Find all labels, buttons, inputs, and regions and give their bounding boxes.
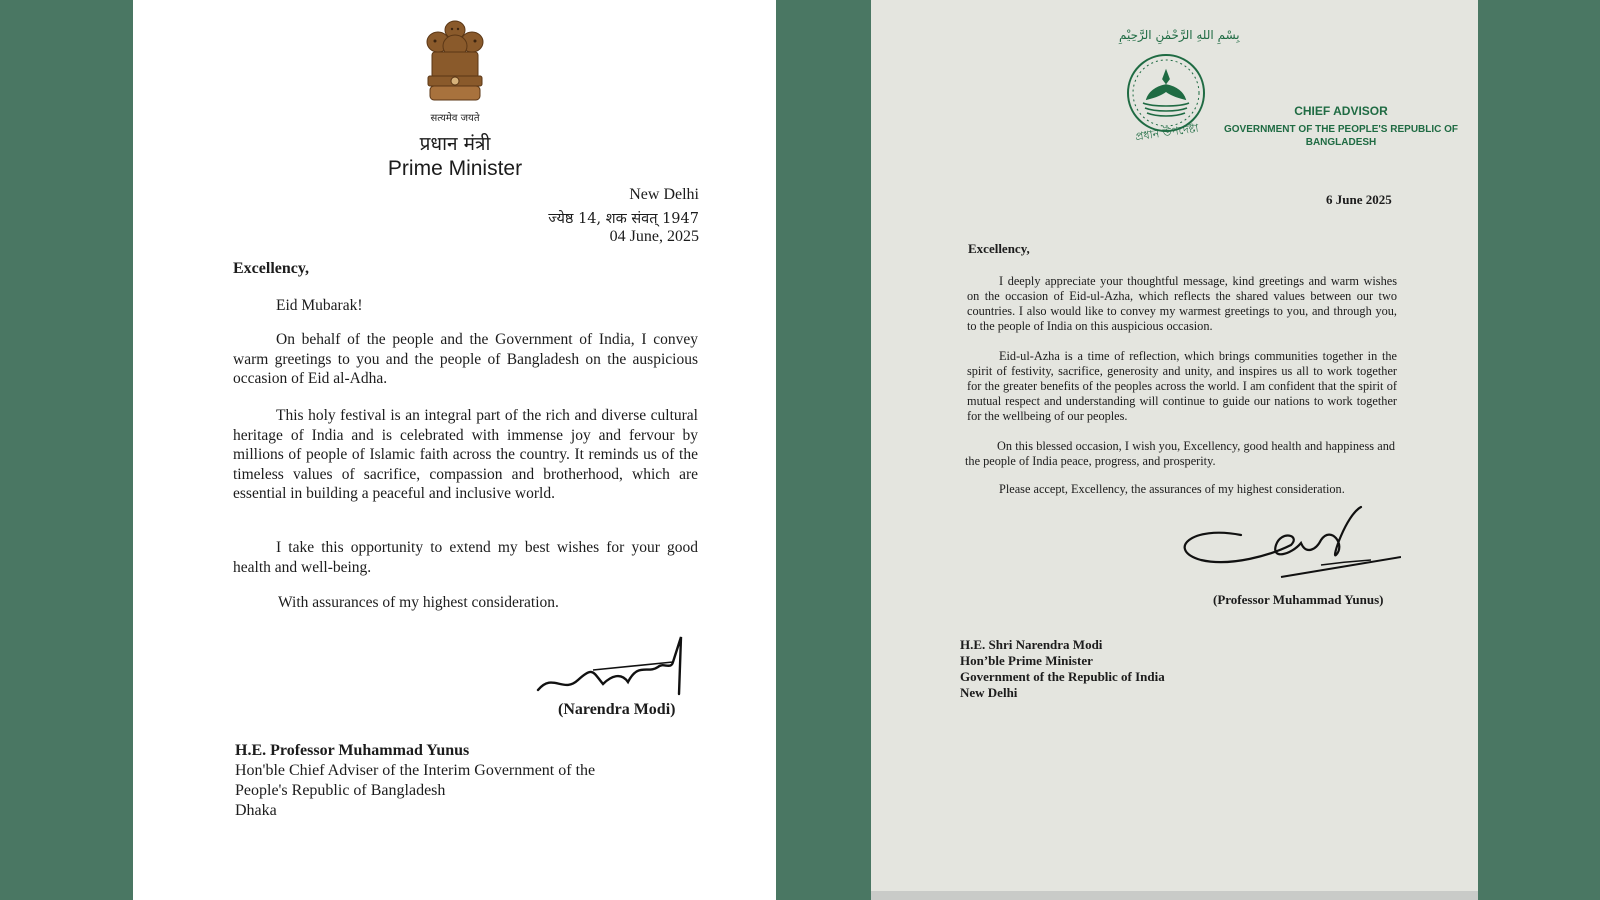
letter-chief-adviser-bangladesh [871,0,1478,900]
title-hindi: प्रधान मंत्री [419,133,491,155]
government-line-1: GOVERNMENT OF THE PEOPLE'S REPUBLIC OF [1223,124,1459,135]
paragraph-1: On behalf of the people and the Government of India, I convey warm greetings to you and the people of Bangladesh on the auspicious occasion of Eid al-Adha. [233,331,698,387]
paper-bottom-edge [871,891,1478,900]
recipient-block [960,637,1165,701]
national-emblem-icon [422,16,488,110]
signatory: (Professor Muhammad Yunus) [1213,592,1384,607]
recipient-line1: Hon'ble Chief Adviser of the Interim Government of the [235,762,596,779]
closing: Please accept, Excellency, the assurances of my highest consideration. [999,482,1345,496]
crest-caption: প্রধান উপদেষ্টা [1134,121,1200,144]
recipient-line2: People's Republic of Bangladesh [235,782,446,799]
signature-icon [533,632,693,702]
letter-prime-minister-india [133,0,776,900]
recipient-line1: Hon’ble Prime Minister [960,653,1093,668]
date: 04 June, 2025 [609,228,699,245]
salutation: Excellency, [233,260,309,277]
greeting: Eid Mubarak! [276,297,363,314]
signature-icon [1171,505,1401,595]
signatory: (Narendra Modi) [558,701,676,718]
recipient-line2: Government of the Republic of India [960,669,1165,684]
recipient-city: New Delhi [960,685,1018,700]
salutation: Excellency, [968,241,1030,256]
recipient-name: H.E. Shri Narendra Modi [960,637,1103,652]
chief-advisor-title: CHIEF ADVISOR [1294,104,1388,118]
paragraph-1: I deeply appreciate your thoughtful message, kind greetings and warm wishes on the occasion of Eid-ul-Azha, which reflects the shared values between our two countries. I also would like to convey my warmest greetings to you, and through you, to the people of India on this auspicious occasion. [967,274,1397,333]
recipient-name: H.E. Professor Muhammad Yunus [235,742,470,759]
bismillah: بِسْمِ اللهِ الرَّحْمٰنِ الرَّحِيْمِ [1119,28,1240,42]
recipient-city: Dhaka [235,802,277,819]
emblem-motto: सत्यमेव जयते [430,113,480,124]
paragraph-3: I take this opportunity to extend my best wishes for your good health and well-being. [233,539,698,576]
paragraph-2: Eid-ul-Azha is a time of reflection, which brings communities together in the spirit of festivity, sacrifice, generosity and unity, and inspires us all to work together for the greater benefits of the peoples across the world. I am confident that the spirit of mutual respect and understanding will continue to guide our nations to work together for the wellbeing of our peoples. [967,349,1397,423]
closing: With assurances of my highest consideration. [278,594,559,611]
paragraph-3: On this blessed occasion, I wish you, Excellency, good health and happiness and the people of India peace, progress, and prosperity. [965,439,1395,468]
date-hindi: ज्येष्ठ 14, शक संवत् 1947 [548,211,699,227]
title-english: Prime Minister [387,157,523,180]
place: New Delhi [629,186,699,203]
date: 6 June 2025 [1326,192,1392,207]
paragraph-2: This holy festival is an integral part of the rich and diverse cultural heritage of India and is celebrated with immense joy and fervour by millions of people of Islamic faith across the country. It reminds us of the timeless values of sacrifice, compassion and brotherhood, which are essential in building a peaceful and inclusive world. [233,407,698,502]
government-line-2: BANGLADESH [1305,137,1377,148]
